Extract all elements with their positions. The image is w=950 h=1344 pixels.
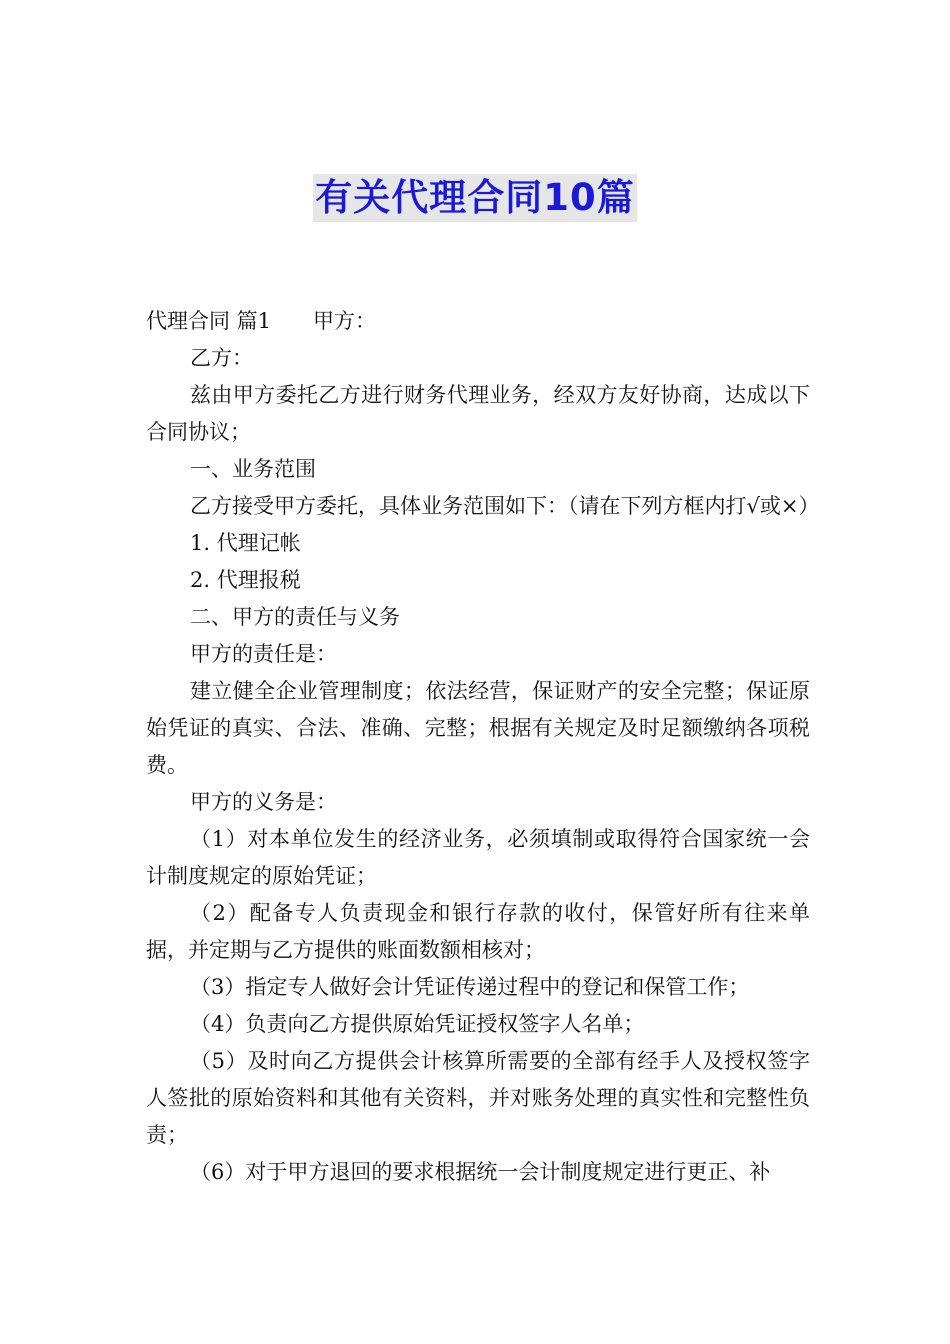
title-container xyxy=(0,174,950,222)
paragraph: 甲方的义务是： xyxy=(190,790,337,814)
paragraph: 乙方接受甲方委托，具体业务范围如下：（请在下列方框内打√或×） xyxy=(190,494,820,518)
paragraph: 建立健全企业管理制度；依法经营，保证财产的安全完整；保证原始凭证的真实、合法、准确、完整；根据有关规定及时足额缴纳各项税费。 xyxy=(146,679,810,777)
paragraph: （4）负责向乙方提供原始凭证授权签字人名单； xyxy=(190,1012,645,1036)
paragraph: 1. 代理记帐 xyxy=(190,531,301,555)
section-heading: 代理合同 篇1 xyxy=(146,309,272,333)
paragraph: （5）及时向乙方提供会计核算所需要的全部有经手人及授权签字人签批的原始资料和其他有关资料，并对账务处理的真实性和完整性负责； xyxy=(146,1049,810,1147)
paragraph: 兹由甲方委托乙方进行财务代理业务，经双方友好协商，达成以下合同协议； xyxy=(146,383,810,444)
paragraph: 一、业务范围 xyxy=(190,457,316,481)
paragraph: 2. 代理报税 xyxy=(190,568,301,592)
heading-line xyxy=(146,303,810,340)
paragraph: 二、甲方的责任与义务 xyxy=(190,605,400,629)
paragraph: 乙方： xyxy=(190,346,253,370)
paragraph: （3）指定专人做好会计凭证传递过程中的登记和保管工作； xyxy=(190,975,750,999)
document-body xyxy=(146,303,820,1191)
paragraph: （6）对于甲方退回的要求根据统一会计制度规定进行更正、补 xyxy=(190,1160,771,1184)
paragraph: （2）配备专人负责现金和银行存款的收付，保管好所有往来单据，并定期与乙方提供的账面数额相核对； xyxy=(146,901,810,962)
paragraph: （1）对本单位发生的经济业务，必须填制或取得符合国家统一会计制度规定的原始凭证； xyxy=(146,827,810,888)
party-a-label: 甲方： xyxy=(313,309,377,333)
document-title: 有关代理合同10篇 xyxy=(313,174,637,222)
paragraph: 甲方的责任是： xyxy=(190,642,337,666)
